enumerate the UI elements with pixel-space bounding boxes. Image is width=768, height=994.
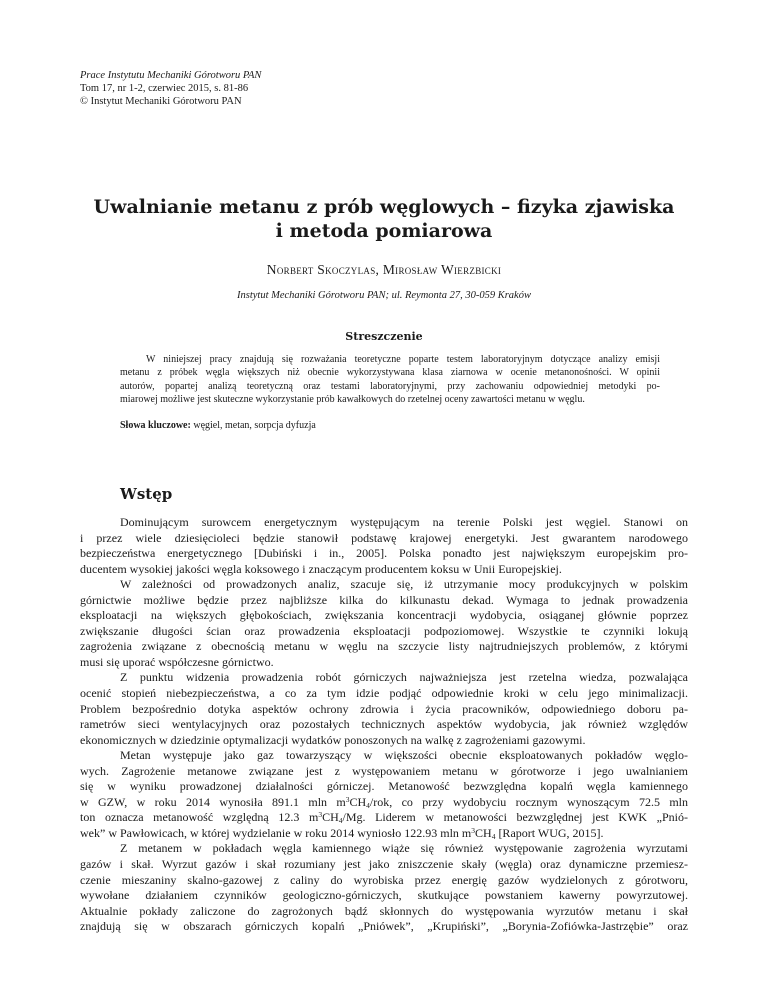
body-line: zwiększanie długości ścian oraz prowadzenia eksploatacji podpoziomowej. Wszystkie te czynniki lokują [80,623,688,638]
subscript: 4 [491,831,496,841]
abstract-line: metanu z próbek węgla większych niż obecnie wykorzystywana klasa ziarnowa w ocenie metanonośności. W opinii [120,367,660,379]
body-line: rametrów sieci wentylacyjnych oraz pozostałych technicznych aspektów wydobycia, jak również względów [80,717,688,732]
paper-title [80,195,688,243]
body-line: górnictwie możliwe będzie przez najbliższe kilka do kilkunastu dekad. Wymaga to jednak prowadzenia [80,592,688,607]
abstract-heading: Streszczenie [345,330,423,343]
body-line: czenie mieszaniny skalno-gazowej z caliny do wyrobiska przez energię gazów wydzielonych z górotworu, [80,872,688,887]
body-line: Aktualnie pokłady zaliczone do zagrożonych bądź skłonnych do występowania wyrzutów metanu i skał [80,903,688,918]
body-line: Dominującym surowcem energetycznym występującym na terenie Polski jest węgiel. Stanowi on [120,515,688,529]
body-line: gazów i skał. Wyrzut gazów i skał rozumiany jest jako zniszczenie skały (węgla) oraz dynamiczne przemiesz- [80,857,688,872]
body-line [80,826,688,842]
superscript: 3 [345,794,350,804]
paper-title-line-2: i metoda pomiarowa [275,220,493,242]
body-fragment: /rok, co przy wydobyciu rocznym wynoszącym 72.5 mln [369,794,688,809]
body-fragment: ton oznacza metanowość względną 12.3 m [80,810,319,825]
keywords-label: Słowa kluczowe: [120,420,191,431]
body-fragment: wek” w Pawłowicach, w której wydzielanie w roku 2014 wyniosło 122.93 mln m [80,825,472,840]
abstract-text [120,353,660,406]
subscript: 4 [338,816,343,826]
section-heading: Wstęp [120,485,173,503]
paper-affiliation: Instytut Mechaniki Górotworu PAN; ul. Reymonta 27, 30-059 Kraków [237,290,531,301]
body-fragment: [Raport WUG, 2015]. [498,825,604,840]
subscript: 4 [366,800,370,810]
formula-ch: CH [322,810,339,825]
body-line: zagrożenia związane z obecnością metanu w węglu na szczycie listy najtrudniejszych problemów, z którymi [80,639,688,654]
body-fragment: w GZW, w roku 2014 wynosiła 891.1 mln m [80,794,346,809]
body-line: wywołane działaniem czynników geologiczno-górniczych, skutkujące powstaniem kawerny powyrzutowej. [80,888,688,903]
body-fragment: /Mg. Liderem w metanowości bezwzględnej jest KWK „Pnió- [342,810,688,825]
body-line: Problem bezpośrednio dotyka aspektów ochrony zdrowia i życia pracowników, odpowiedniego doboru pa- [80,701,688,716]
journal-copyright: © Instytut Mechaniki Górotworu PAN [80,96,242,107]
body-text [80,515,688,935]
journal-header [80,69,261,108]
body-line: Z punktu widzenia prowadzenia robót górniczych najważniejsza jest rzetelna wiedza, pozwalająca [120,670,688,685]
formula-ch: CH [475,825,492,840]
body-line [80,810,688,826]
body-line: Z metanem w pokładach węgla kamiennego wiąże się również występowanie zagrożenia wyrzutami [120,841,688,856]
journal-name: Prace Instytutu Mechaniki Górotworu PAN [80,70,262,81]
body-line: i przez wiele dziesięcioleci będzie stanowił podstawę krajowej energetyki. Jest gwarantem narodowego [80,530,688,545]
superscript: 3 [471,825,476,835]
body-line: bezpieczeństwa energetycznego [Dubiński i in., 2005]. Polska ponadto jest największym europejskim pro- [80,546,688,561]
superscript: 3 [318,810,323,820]
abstract-line: miarowej możliwe jest skuteczne wykorzystanie prób kawałkowych do rzetelnej oceny zawartości metanu w węglu. [120,393,585,405]
body-line [80,795,688,811]
paper-authors: Norbert Skoczylas, Mirosław Wierzbicki [266,262,502,277]
body-line: ducentem wysokiej jakości węgla koksowego i znaczącym producentem koksu w Unii Europejskiej. [80,561,562,576]
body-line: Metan występuje jako gaz towarzyszący w większości obecnie eksploatowanych pokładów węglo- [120,748,688,763]
abstract-line: autorów, popartej analizą teoretyczną oraz testami laboratoryjnymi, przy zachowaniu odpowiedniej metodyki po- [120,380,660,392]
keywords-value: węgiel, metan, sorpcja dyfuzja [193,420,316,431]
body-line: musi się uporać współczesne górnictwo. [80,654,274,669]
abstract-line: W niniejszej pracy znajdują się rozważania teoretyczne poparte testem laboratoryjnym dotyczące analizy emisji [146,354,660,365]
body-line: ocenić stopień niebezpieczeństwa, a co za tym idzie podjąć odpowiednie kroki w celu jego minimalizacji. [80,686,688,701]
formula-ch: CH [349,794,367,809]
keywords [120,420,316,431]
body-line: eksploatacji na większych głębokościach, zwiększania koncentracji wydobycia, osiąganej głównie poprzez [80,608,688,623]
paper-title-line-1: Uwalnianie metanu z prób węglowych – fizyka zjawiska [93,196,675,218]
body-line: znajdują się w obszarach górniczych kopalń „Pniówek”, „Krupiński”, „Borynia-Zofiówka-Jastrzębie” oraz [80,919,688,934]
journal-volume: Tom 17, nr 1-2, czerwiec 2015, s. 81-86 [80,83,249,94]
body-line: ekonomicznych w dziedzinie optymalizacji wydatków ponoszonych na walkę z zagrożeniami gazowymi. [80,732,586,747]
body-line: W zależności od prowadzonych analiz, szacuje się, iż utrzymanie mocy produkcyjnych w polskim [120,577,688,592]
body-line: wych. Zagrożenie metanowe związane jest z występowaniem metanu w górotworze i jego uwalnianiem [80,763,688,778]
body-line: się w wyniku prowadzonej działalności górniczej. Metanowość bezwzględna kopalń węgla kamiennego [80,779,688,794]
